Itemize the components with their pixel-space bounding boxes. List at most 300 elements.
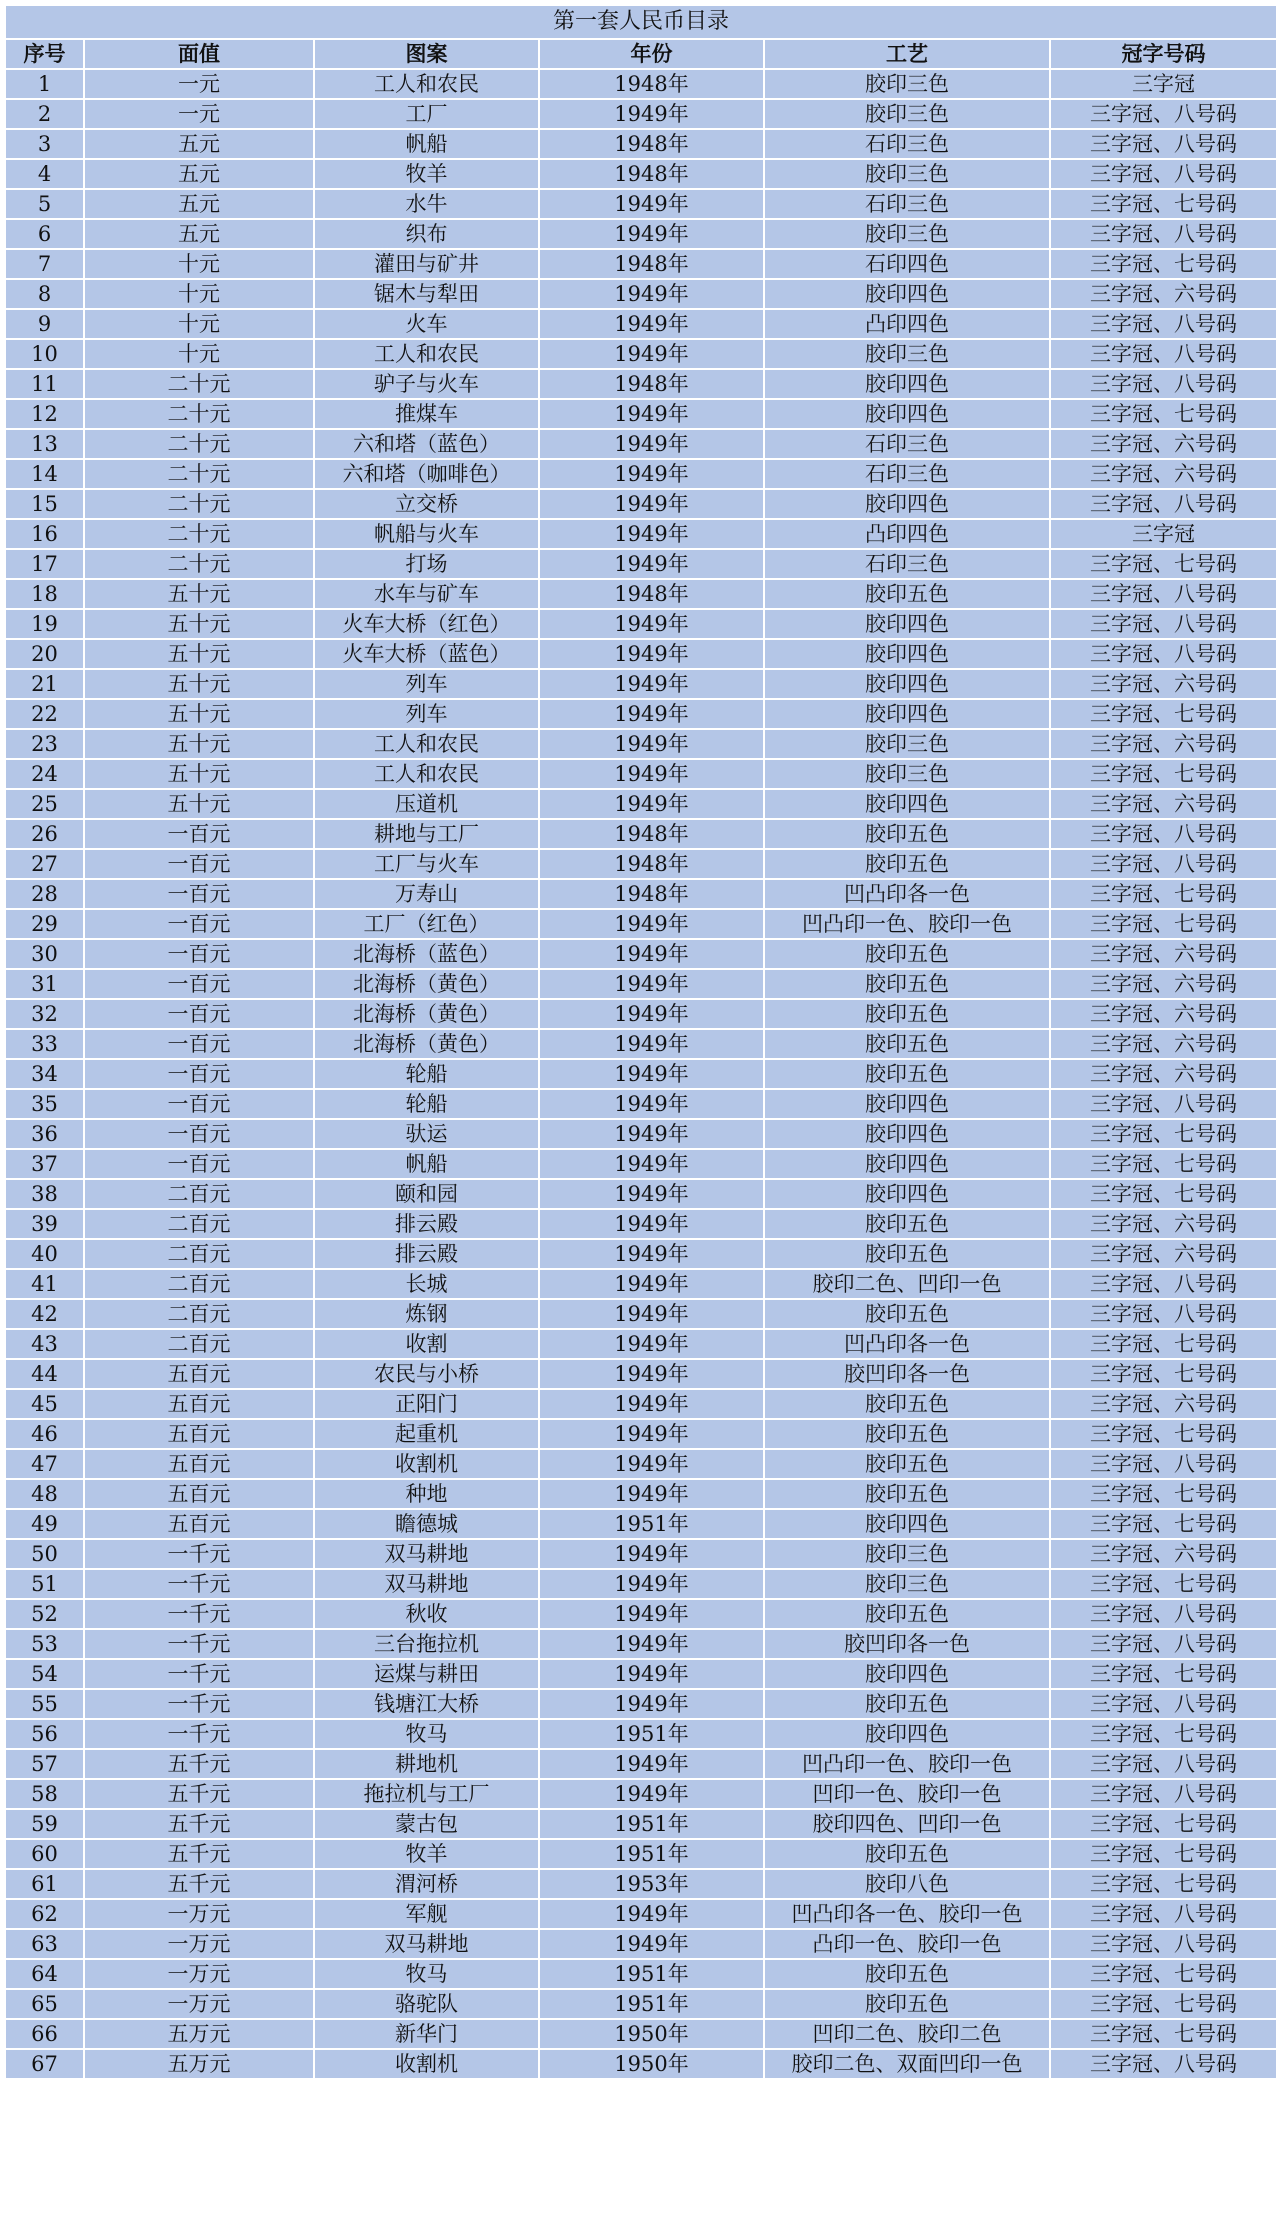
cell-printing-process: 胶印五色	[764, 939, 1050, 969]
cell-printing-process: 胶印五色	[764, 1389, 1050, 1419]
cell-year: 1949年	[539, 1359, 764, 1389]
cell-serial-format: 三字冠、八号码	[1050, 339, 1277, 369]
cell-year: 1951年	[539, 1509, 764, 1539]
cell-year: 1949年	[539, 1389, 764, 1419]
cell-year: 1951年	[539, 1839, 764, 1869]
cell-denomination: 一千元	[84, 1569, 314, 1599]
cell-year: 1949年	[539, 669, 764, 699]
cell-denomination: 五百元	[84, 1479, 314, 1509]
cell-printing-process: 胶印四色	[764, 609, 1050, 639]
cell-serial-format: 三字冠、七号码	[1050, 1509, 1277, 1539]
table-row	[5, 729, 1277, 759]
cell-design: 织布	[314, 219, 539, 249]
cell-design: 运煤与耕田	[314, 1659, 539, 1689]
cell-serial-format: 三字冠、七号码	[1050, 759, 1277, 789]
table-row	[5, 1719, 1277, 1749]
cell-printing-process: 胶印五色	[764, 999, 1050, 1029]
table-row	[5, 1629, 1277, 1659]
cell-serial-format: 三字冠、七号码	[1050, 1719, 1277, 1749]
cell-year: 1949年	[539, 939, 764, 969]
cell-index: 37	[5, 1149, 84, 1179]
cell-year: 1948年	[539, 129, 764, 159]
cell-year: 1949年	[539, 759, 764, 789]
cell-serial-format: 三字冠、六号码	[1050, 1539, 1277, 1569]
cell-design: 长城	[314, 1269, 539, 1299]
cell-design: 北海桥（黄色）	[314, 1029, 539, 1059]
table-row	[5, 129, 1277, 159]
cell-denomination: 一百元	[84, 1089, 314, 1119]
cell-index: 23	[5, 729, 84, 759]
cell-index: 17	[5, 549, 84, 579]
cell-year: 1949年	[539, 459, 764, 489]
cell-denomination: 二百元	[84, 1239, 314, 1269]
cell-index: 44	[5, 1359, 84, 1389]
cell-printing-process: 胶印四色	[764, 1089, 1050, 1119]
table-row	[5, 2049, 1277, 2079]
cell-serial-format: 三字冠、六号码	[1050, 969, 1277, 999]
cell-index: 46	[5, 1419, 84, 1449]
table-row	[5, 1269, 1277, 1299]
cell-design: 立交桥	[314, 489, 539, 519]
cell-serial-format: 三字冠、七号码	[1050, 1959, 1277, 1989]
cell-printing-process: 胶印五色	[764, 819, 1050, 849]
cell-index: 6	[5, 219, 84, 249]
cell-year: 1949年	[539, 99, 764, 129]
cell-year: 1949年	[539, 1479, 764, 1509]
cell-index: 56	[5, 1719, 84, 1749]
cell-design: 工人和农民	[314, 729, 539, 759]
cell-design: 六和塔（咖啡色）	[314, 459, 539, 489]
cell-serial-format: 三字冠、八号码	[1050, 309, 1277, 339]
cell-index: 13	[5, 429, 84, 459]
cell-index: 48	[5, 1479, 84, 1509]
cell-denomination: 一百元	[84, 1029, 314, 1059]
cell-index: 11	[5, 369, 84, 399]
cell-index: 54	[5, 1659, 84, 1689]
cell-index: 31	[5, 969, 84, 999]
cell-design: 工人和农民	[314, 759, 539, 789]
cell-year: 1951年	[539, 1959, 764, 1989]
cell-year: 1949年	[539, 909, 764, 939]
cell-index: 2	[5, 99, 84, 129]
cell-design: 新华门	[314, 2019, 539, 2049]
cell-denomination: 五十元	[84, 579, 314, 609]
cell-printing-process: 石印三色	[764, 429, 1050, 459]
cell-design: 六和塔（蓝色）	[314, 429, 539, 459]
table-row	[5, 789, 1277, 819]
header-printing-process: 工艺	[764, 39, 1050, 69]
cell-serial-format: 三字冠、七号码	[1050, 1869, 1277, 1899]
table-row	[5, 1149, 1277, 1179]
cell-serial-format: 三字冠、八号码	[1050, 1299, 1277, 1329]
cell-serial-format: 三字冠、八号码	[1050, 579, 1277, 609]
cell-year: 1949年	[539, 1779, 764, 1809]
cell-design: 牧羊	[314, 159, 539, 189]
cell-design: 双马耕地	[314, 1929, 539, 1959]
cell-year: 1948年	[539, 579, 764, 609]
cell-serial-format: 三字冠、七号码	[1050, 699, 1277, 729]
cell-year: 1949年	[539, 339, 764, 369]
cell-design: 北海桥（黄色）	[314, 969, 539, 999]
table-row	[5, 1179, 1277, 1209]
cell-year: 1948年	[539, 849, 764, 879]
cell-year: 1949年	[539, 1629, 764, 1659]
cell-printing-process: 胶印五色	[764, 1599, 1050, 1629]
table-row	[5, 1509, 1277, 1539]
cell-index: 33	[5, 1029, 84, 1059]
cell-denomination: 五元	[84, 219, 314, 249]
table-row	[5, 489, 1277, 519]
cell-design: 骆驼队	[314, 1989, 539, 2019]
cell-serial-format: 三字冠、八号码	[1050, 99, 1277, 129]
table-row	[5, 609, 1277, 639]
cell-index: 26	[5, 819, 84, 849]
table-row	[5, 309, 1277, 339]
cell-denomination: 五百元	[84, 1449, 314, 1479]
cell-year: 1949年	[539, 1449, 764, 1479]
cell-year: 1949年	[539, 1329, 764, 1359]
cell-year: 1951年	[539, 1719, 764, 1749]
cell-denomination: 五千元	[84, 1869, 314, 1899]
cell-index: 34	[5, 1059, 84, 1089]
table-row	[5, 459, 1277, 489]
cell-printing-process: 胶印八色	[764, 1869, 1050, 1899]
cell-denomination: 一万元	[84, 1989, 314, 2019]
cell-printing-process: 胶印五色	[764, 579, 1050, 609]
cell-index: 3	[5, 129, 84, 159]
cell-serial-format: 三字冠、八号码	[1050, 1749, 1277, 1779]
cell-year: 1949年	[539, 609, 764, 639]
cell-index: 38	[5, 1179, 84, 1209]
table-row	[5, 1989, 1277, 2019]
cell-denomination: 五千元	[84, 1779, 314, 1809]
table-row	[5, 1119, 1277, 1149]
cell-index: 35	[5, 1089, 84, 1119]
cell-index: 16	[5, 519, 84, 549]
cell-design: 工厂	[314, 99, 539, 129]
table-row	[5, 1239, 1277, 1269]
cell-index: 24	[5, 759, 84, 789]
cell-serial-format: 三字冠、八号码	[1050, 1089, 1277, 1119]
cell-printing-process: 胶印四色	[764, 279, 1050, 309]
cell-design: 驮运	[314, 1119, 539, 1149]
cell-printing-process: 胶印五色	[764, 1839, 1050, 1869]
cell-index: 42	[5, 1299, 84, 1329]
cell-design: 列车	[314, 669, 539, 699]
cell-design: 工人和农民	[314, 69, 539, 99]
cell-serial-format: 三字冠、八号码	[1050, 129, 1277, 159]
cell-printing-process: 胶印三色	[764, 1569, 1050, 1599]
table-row	[5, 1569, 1277, 1599]
cell-year: 1951年	[539, 1989, 764, 2019]
cell-serial-format: 三字冠、七号码	[1050, 1659, 1277, 1689]
cell-design: 收割机	[314, 2049, 539, 2079]
cell-printing-process: 胶印三色	[764, 339, 1050, 369]
cell-printing-process: 胶印四色	[764, 399, 1050, 429]
cell-index: 65	[5, 1989, 84, 2019]
cell-printing-process: 石印三色	[764, 129, 1050, 159]
cell-index: 66	[5, 2019, 84, 2049]
cell-index: 49	[5, 1509, 84, 1539]
table-title: 第一套人民币目录	[4, 4, 1278, 38]
cell-serial-format: 三字冠、六号码	[1050, 429, 1277, 459]
table-row	[5, 1329, 1277, 1359]
cell-denomination: 一万元	[84, 1899, 314, 1929]
cell-year: 1949年	[539, 279, 764, 309]
cell-denomination: 五十元	[84, 759, 314, 789]
cell-design: 耕地机	[314, 1749, 539, 1779]
cell-design: 收割机	[314, 1449, 539, 1479]
cell-denomination: 五元	[84, 129, 314, 159]
cell-year: 1949年	[539, 489, 764, 519]
table-row	[5, 279, 1277, 309]
table-row	[5, 1059, 1277, 1089]
cell-denomination: 二十元	[84, 549, 314, 579]
cell-year: 1949年	[539, 189, 764, 219]
cell-printing-process: 胶印四色	[764, 639, 1050, 669]
cell-year: 1949年	[539, 1209, 764, 1239]
cell-printing-process: 胶印四色	[764, 789, 1050, 819]
cell-design: 排云殿	[314, 1209, 539, 1239]
cell-denomination: 五万元	[84, 2019, 314, 2049]
cell-denomination: 二百元	[84, 1329, 314, 1359]
cell-serial-format: 三字冠、六号码	[1050, 1389, 1277, 1419]
cell-design: 打场	[314, 549, 539, 579]
cell-design: 起重机	[314, 1419, 539, 1449]
cell-design: 颐和园	[314, 1179, 539, 1209]
table-row	[5, 1839, 1277, 1869]
cell-denomination: 五十元	[84, 609, 314, 639]
cell-printing-process: 胶印三色	[764, 729, 1050, 759]
cell-design: 三台拖拉机	[314, 1629, 539, 1659]
cell-year: 1949年	[539, 549, 764, 579]
cell-design: 双马耕地	[314, 1569, 539, 1599]
cell-serial-format: 三字冠、六号码	[1050, 1059, 1277, 1089]
cell-serial-format: 三字冠、八号码	[1050, 639, 1277, 669]
cell-printing-process: 胶凹印各一色	[764, 1359, 1050, 1389]
cell-printing-process: 胶印五色	[764, 1029, 1050, 1059]
header-design: 图案	[314, 39, 539, 69]
cell-serial-format: 三字冠、七号码	[1050, 2019, 1277, 2049]
header-index: 序号	[5, 39, 84, 69]
cell-index: 4	[5, 159, 84, 189]
table-row	[5, 1659, 1277, 1689]
table-row	[5, 219, 1277, 249]
cell-printing-process: 胶印三色	[764, 159, 1050, 189]
cell-serial-format: 三字冠、七号码	[1050, 1149, 1277, 1179]
cell-denomination: 五千元	[84, 1839, 314, 1869]
cell-design: 列车	[314, 699, 539, 729]
cell-printing-process: 胶印五色	[764, 1419, 1050, 1449]
cell-index: 51	[5, 1569, 84, 1599]
cell-year: 1949年	[539, 1179, 764, 1209]
cell-design: 排云殿	[314, 1239, 539, 1269]
cell-year: 1950年	[539, 2019, 764, 2049]
header-year: 年份	[539, 39, 764, 69]
cell-serial-format: 三字冠、八号码	[1050, 1629, 1277, 1659]
cell-design: 工厂与火车	[314, 849, 539, 879]
cell-design: 万寿山	[314, 879, 539, 909]
cell-year: 1949年	[539, 789, 764, 819]
cell-design: 炼钢	[314, 1299, 539, 1329]
cell-design: 火车大桥（红色）	[314, 609, 539, 639]
cell-year: 1949年	[539, 1269, 764, 1299]
cell-denomination: 二十元	[84, 489, 314, 519]
cell-index: 28	[5, 879, 84, 909]
cell-index: 57	[5, 1749, 84, 1779]
cell-printing-process: 凹凸印一色、胶印一色	[764, 909, 1050, 939]
cell-index: 39	[5, 1209, 84, 1239]
cell-serial-format: 三字冠、八号码	[1050, 849, 1277, 879]
table-body	[5, 69, 1277, 2079]
cell-design: 灌田与矿井	[314, 249, 539, 279]
cell-serial-format: 三字冠、六号码	[1050, 669, 1277, 699]
cell-year: 1949年	[539, 1089, 764, 1119]
cell-design: 驴子与火车	[314, 369, 539, 399]
cell-index: 21	[5, 669, 84, 699]
cell-design: 牧马	[314, 1959, 539, 1989]
table-row	[5, 429, 1277, 459]
cell-printing-process: 胶印三色	[764, 759, 1050, 789]
cell-year: 1948年	[539, 819, 764, 849]
cell-year: 1949年	[539, 1659, 764, 1689]
cell-year: 1949年	[539, 1239, 764, 1269]
cell-printing-process: 胶印五色	[764, 1059, 1050, 1089]
table-row	[5, 69, 1277, 99]
cell-year: 1949年	[539, 1689, 764, 1719]
cell-serial-format: 三字冠、七号码	[1050, 399, 1277, 429]
cell-index: 19	[5, 609, 84, 639]
cell-design: 锯木与犁田	[314, 279, 539, 309]
cell-printing-process: 胶印五色	[764, 1239, 1050, 1269]
cell-printing-process: 胶印四色	[764, 369, 1050, 399]
cell-serial-format: 三字冠、八号码	[1050, 1929, 1277, 1959]
header-serial-format: 冠字号码	[1050, 39, 1277, 69]
cell-denomination: 一百元	[84, 819, 314, 849]
cell-denomination: 十元	[84, 309, 314, 339]
cell-printing-process: 石印三色	[764, 459, 1050, 489]
cell-year: 1949年	[539, 1299, 764, 1329]
table-row	[5, 639, 1277, 669]
cell-serial-format: 三字冠、六号码	[1050, 279, 1277, 309]
cell-serial-format: 三字冠、六号码	[1050, 999, 1277, 1029]
header-row	[5, 39, 1277, 69]
cell-index: 25	[5, 789, 84, 819]
table-row	[5, 669, 1277, 699]
cell-printing-process: 胶印五色	[764, 849, 1050, 879]
cell-design: 轮船	[314, 1059, 539, 1089]
table-row	[5, 159, 1277, 189]
cell-year: 1948年	[539, 159, 764, 189]
cell-serial-format: 三字冠、六号码	[1050, 1209, 1277, 1239]
cell-printing-process: 胶印四色、凹印一色	[764, 1809, 1050, 1839]
table-row	[5, 249, 1277, 279]
cell-index: 15	[5, 489, 84, 519]
cell-printing-process: 胶印二色、凹印一色	[764, 1269, 1050, 1299]
cell-index: 27	[5, 849, 84, 879]
table-row	[5, 849, 1277, 879]
cell-index: 59	[5, 1809, 84, 1839]
cell-printing-process: 胶印五色	[764, 1689, 1050, 1719]
cell-year: 1949年	[539, 1539, 764, 1569]
cell-serial-format: 三字冠、六号码	[1050, 1239, 1277, 1269]
table-row	[5, 339, 1277, 369]
cell-printing-process: 石印三色	[764, 189, 1050, 219]
cell-index: 60	[5, 1839, 84, 1869]
cell-denomination: 二十元	[84, 399, 314, 429]
cell-design: 火车大桥（蓝色）	[314, 639, 539, 669]
cell-index: 41	[5, 1269, 84, 1299]
table-row	[5, 1779, 1277, 1809]
cell-denomination: 一百元	[84, 1149, 314, 1179]
cell-year: 1949年	[539, 399, 764, 429]
cell-index: 45	[5, 1389, 84, 1419]
cell-serial-format: 三字冠、六号码	[1050, 729, 1277, 759]
cell-year: 1949年	[539, 969, 764, 999]
cell-index: 52	[5, 1599, 84, 1629]
cell-design: 帆船	[314, 1149, 539, 1179]
cell-printing-process: 胶印四色	[764, 699, 1050, 729]
cell-printing-process: 凹印一色、胶印一色	[764, 1779, 1050, 1809]
cell-serial-format: 三字冠、八号码	[1050, 1779, 1277, 1809]
cell-denomination: 一百元	[84, 999, 314, 1029]
cell-printing-process: 胶印三色	[764, 219, 1050, 249]
cell-year: 1949年	[539, 1899, 764, 1929]
cell-year: 1949年	[539, 1749, 764, 1779]
cell-denomination: 一元	[84, 69, 314, 99]
cell-serial-format: 三字冠、七号码	[1050, 189, 1277, 219]
cell-year: 1949年	[539, 1419, 764, 1449]
table-row	[5, 399, 1277, 429]
cell-design: 瞻德城	[314, 1509, 539, 1539]
cell-denomination: 二十元	[84, 459, 314, 489]
cell-index: 67	[5, 2049, 84, 2079]
cell-serial-format: 三字冠、八号码	[1050, 489, 1277, 519]
table-row	[5, 1899, 1277, 1929]
cell-denomination: 五百元	[84, 1389, 314, 1419]
cell-printing-process: 胶印四色	[764, 1719, 1050, 1749]
cell-design: 秋收	[314, 1599, 539, 1629]
cell-year: 1949年	[539, 699, 764, 729]
cell-year: 1953年	[539, 1869, 764, 1899]
cell-printing-process: 胶印四色	[764, 1149, 1050, 1179]
currency-catalog-table	[4, 4, 1278, 2080]
cell-denomination: 一万元	[84, 1959, 314, 1989]
cell-design: 水车与矿车	[314, 579, 539, 609]
cell-printing-process: 凹凸印一色、胶印一色	[764, 1749, 1050, 1779]
cell-year: 1949年	[539, 639, 764, 669]
cell-serial-format: 三字冠、八号码	[1050, 219, 1277, 249]
table-row	[5, 1929, 1277, 1959]
cell-printing-process: 胶印五色	[764, 1209, 1050, 1239]
cell-design: 军舰	[314, 1899, 539, 1929]
cell-design: 火车	[314, 309, 539, 339]
table-row	[5, 1449, 1277, 1479]
cell-index: 36	[5, 1119, 84, 1149]
cell-printing-process: 石印四色	[764, 249, 1050, 279]
cell-denomination: 十元	[84, 279, 314, 309]
table-row	[5, 1869, 1277, 1899]
cell-serial-format: 三字冠、八号码	[1050, 1599, 1277, 1629]
cell-printing-process: 凸印四色	[764, 519, 1050, 549]
table-row	[5, 1209, 1277, 1239]
cell-design: 蒙古包	[314, 1809, 539, 1839]
cell-denomination: 一千元	[84, 1719, 314, 1749]
cell-printing-process: 胶印四色	[764, 1179, 1050, 1209]
cell-index: 63	[5, 1929, 84, 1959]
table-row	[5, 1599, 1277, 1629]
cell-serial-format: 三字冠、七号码	[1050, 1419, 1277, 1449]
